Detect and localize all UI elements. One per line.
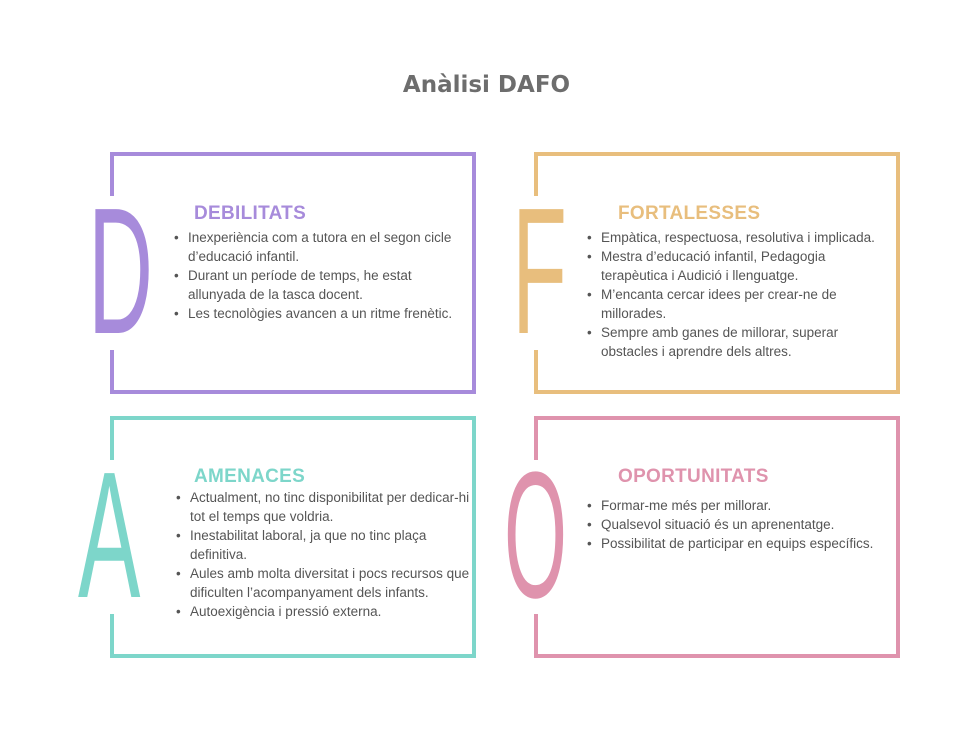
page-title: Anàlisi DAFO	[402, 72, 571, 98]
list-item: • Empàtica, respectuosa, resolutiva i implicada.	[601, 228, 891, 247]
list-item: • Inestabilitat laboral, ja que no tinc plaça definitiva.	[190, 526, 470, 564]
quadrant-list	[585, 496, 891, 553]
list-item: • Actualment, no tinc disponibilitat per dedicar-hi tot el temps que voldria.	[190, 488, 470, 526]
list-item: • Qualsevol situació és un aprenentatge.	[601, 515, 891, 534]
quadrant-letter: A	[78, 435, 141, 636]
list-item: • Aules amb molta diversitat i pocs recursos que dificulten l’acompanyament dels infants.	[190, 564, 470, 602]
quadrant-letter: O	[504, 435, 568, 636]
list-item: • Les tecnològies avancen a un ritme frenètic.	[188, 304, 468, 323]
list-item: • Autoexigència i pressió externa.	[190, 602, 470, 621]
list-item: • Inexperiència com a tutora en el segon cicle d’educació infantil.	[188, 228, 468, 266]
quadrant-heading: DEBILITATS	[194, 203, 307, 224]
quadrant-list	[585, 228, 891, 361]
quadrant-heading: FORTALESSES	[618, 203, 761, 224]
quadrant-letter: F	[512, 171, 567, 372]
list-item: • Formar-me més per millorar.	[601, 496, 891, 515]
quadrant-list	[172, 228, 468, 323]
quadrant-list	[174, 488, 470, 621]
list-item: • M’encanta cercar idees per crear-ne de millorades.	[601, 285, 891, 323]
list-item: • Durant un període de temps, he estat allunyada de la tasca docent.	[188, 266, 468, 304]
quadrant-letter: D	[88, 171, 153, 372]
list-item: • Sempre amb ganes de millorar, superar obstacles i aprendre dels altres.	[601, 323, 891, 361]
quadrant-heading: AMENACES	[194, 466, 306, 487]
quadrant-heading: OPORTUNITATS	[618, 466, 769, 487]
list-item: • Mestra d’educació infantil, Pedagogia terapèutica i Audició i llenguatge.	[601, 247, 891, 285]
list-item: • Possibilitat de participar en equips específics.	[601, 534, 891, 553]
